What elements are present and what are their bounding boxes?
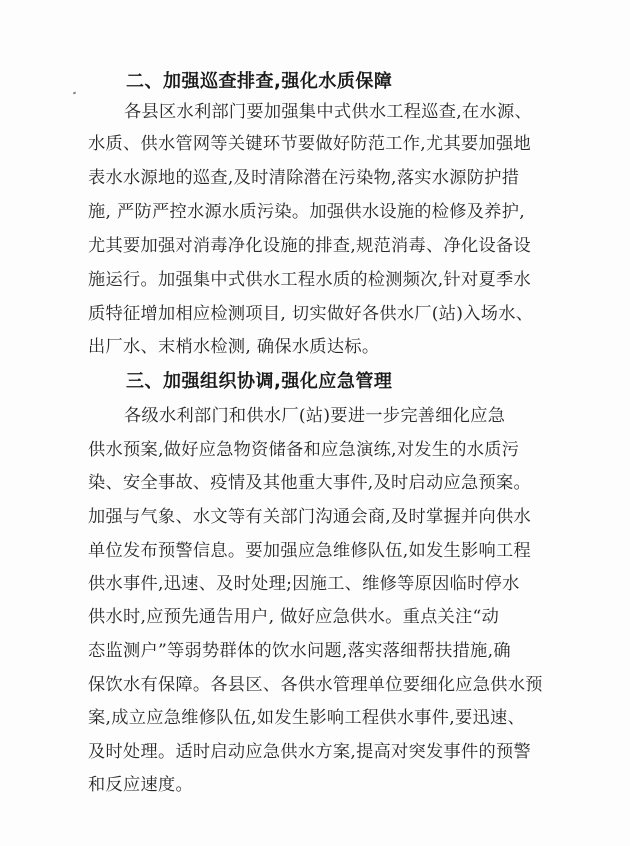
section-3-line-2: 供水预案,做好应急物资储备和应急演练,对发生的水质污 <box>88 440 520 460</box>
section-2-line-5: 尤其要加强对消毒净化设施的排查,规范消毒、净化设备设 <box>88 236 531 256</box>
section-3-line-8: 态监测户”等弱势群体的饮水问题,落实落细帮扶措施,确 <box>88 641 511 661</box>
section-3-line-3: 染、安全事故、疫情及其他重大事件,及时启动应急预案。 <box>88 473 531 493</box>
section-3-line-5: 单位发布预警信息。要加强应急维修队伍,如发生影响工程 <box>88 541 531 561</box>
section-2-line-2: 水质、供水管网等关键环节要做好防范工作,尤其要加强地 <box>88 134 531 154</box>
section-2-line-1: 各县区水利部门要加强集中式供水工程巡查,在水源、 <box>124 102 532 122</box>
section-3-line-7: 供水时,应预先通告用户, 做好应急供水。重点关注“动 <box>88 607 500 627</box>
section-3-line-11: 及时处理。适时启动应急供水方案,提高对突发事件的预警 <box>88 742 531 762</box>
section-2-line-4: 施, 严防严控水源水质污染。加强供水设施的检修及养护, <box>88 202 525 222</box>
scan-speck <box>73 91 77 94</box>
section-3-line-1: 各级水利部门和供水厂(站)要进一步完善细化应急 <box>124 406 506 426</box>
section-3-line-6: 供水事件,迅速、及时处理;因施工、维修等原因临时停水 <box>88 574 520 594</box>
section-2-line-8: 出厂水、末梢水检测, 确保水质达标。 <box>88 337 380 357</box>
section-2-heading: 二、加强巡查排查,强化水质保障 <box>126 71 393 92</box>
section-3-line-9: 保饮水有保障。各县区、各供水管理单位要细化应急供水预 <box>88 675 543 695</box>
section-3-line-12: 和反应速度。 <box>88 775 193 795</box>
section-2-line-3: 表水水源地的巡查,及时清除潜在污染物,落实水源防护措 <box>88 168 520 188</box>
section-3-heading: 三、加强组织协调,强化应急管理 <box>126 371 393 392</box>
section-2-line-7: 质特征增加相应检测项目, 切实做好各供水厂(站)入场水、 <box>88 304 534 324</box>
section-2-line-6: 施运行。加强集中式供水工程水质的检测频次,针对夏季水 <box>88 270 531 290</box>
section-3-line-10: 案,成立应急维修队伍,如发生影响工程供水事件,要迅速、 <box>88 708 525 728</box>
section-3-line-4: 加强与气象、水文等有关部门沟通会商,及时掌握并向供水 <box>88 507 531 527</box>
